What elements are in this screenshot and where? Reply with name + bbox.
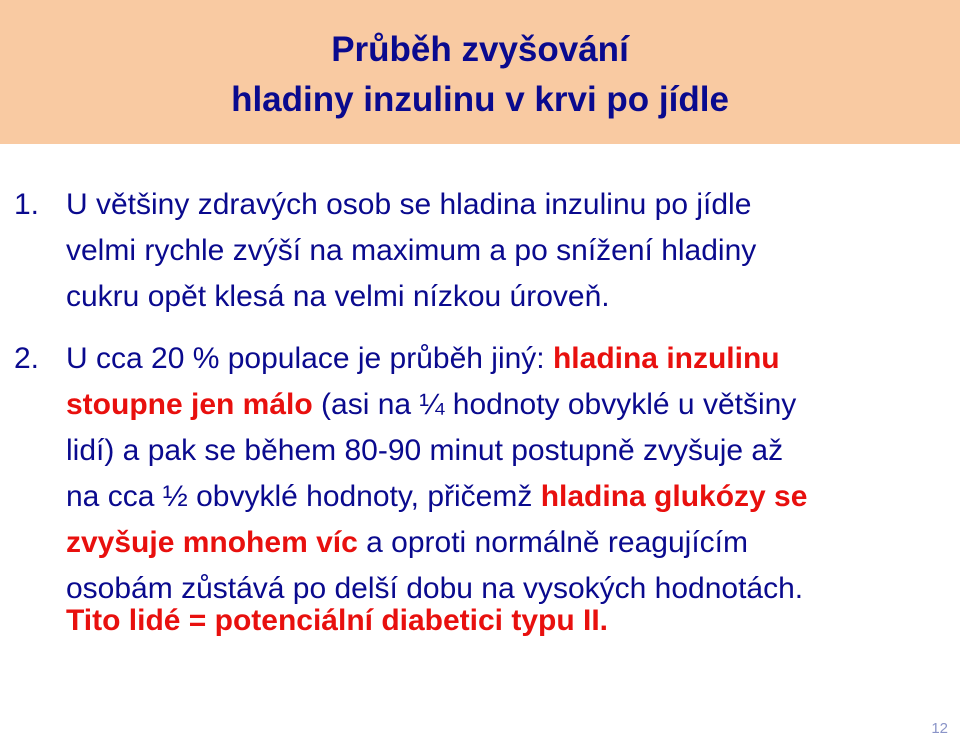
slide-title-line-1: Průběh zvyšování xyxy=(331,30,629,69)
item2-line-1 xyxy=(66,342,780,376)
list-number-2: 2. xyxy=(14,342,40,375)
conclusion-text: Tito lidé = potenciální diabetici typu II. xyxy=(66,604,609,637)
item2-line-2-text: (asi na ¼ hodnoty obvyklé u většiny xyxy=(312,388,797,421)
slide-title-line-2: hladiny inzulinu v krvi po jídle xyxy=(231,80,729,119)
item2-highlight-glucose: hladina glukózy se xyxy=(540,480,808,513)
item2-highlight-rises-little: stoupne jen málo xyxy=(66,388,313,421)
item2-highlight-much-more: zvyšuje mnohem víc xyxy=(66,526,358,559)
item2-line-4-text: na cca ½ obvyklé hodnoty, přičemž xyxy=(66,480,541,513)
item2-highlight-insulin: hladina inzulinu xyxy=(552,342,780,375)
title-banner xyxy=(0,0,960,144)
item2-line-6: osobám zůstává po delší dobu na vysokých hodnotách. xyxy=(66,572,804,605)
item2-line-5 xyxy=(66,526,748,560)
item2-line-5-text: a oproti normálně reagujícím xyxy=(357,526,748,559)
item1-line-3: cukru opět klesá na velmi nízkou úroveň. xyxy=(66,280,610,313)
item1-line-1: U většiny zdravých osob se hladina inzulinu po jídle xyxy=(66,188,752,221)
item2-line-2 xyxy=(66,388,796,422)
list-number-1: 1. xyxy=(14,188,40,221)
item2-line-1-text: U cca 20 % populace je průběh jiný: xyxy=(66,342,553,375)
item2-line-3: lidí) a pak se během 80-90 minut postupně zvyšuje až xyxy=(66,434,784,467)
page-number: 12 xyxy=(931,720,948,737)
item2-line-4 xyxy=(66,480,807,514)
item1-line-2: velmi rychle zvýší na maximum a po snížení hladiny xyxy=(66,234,757,267)
